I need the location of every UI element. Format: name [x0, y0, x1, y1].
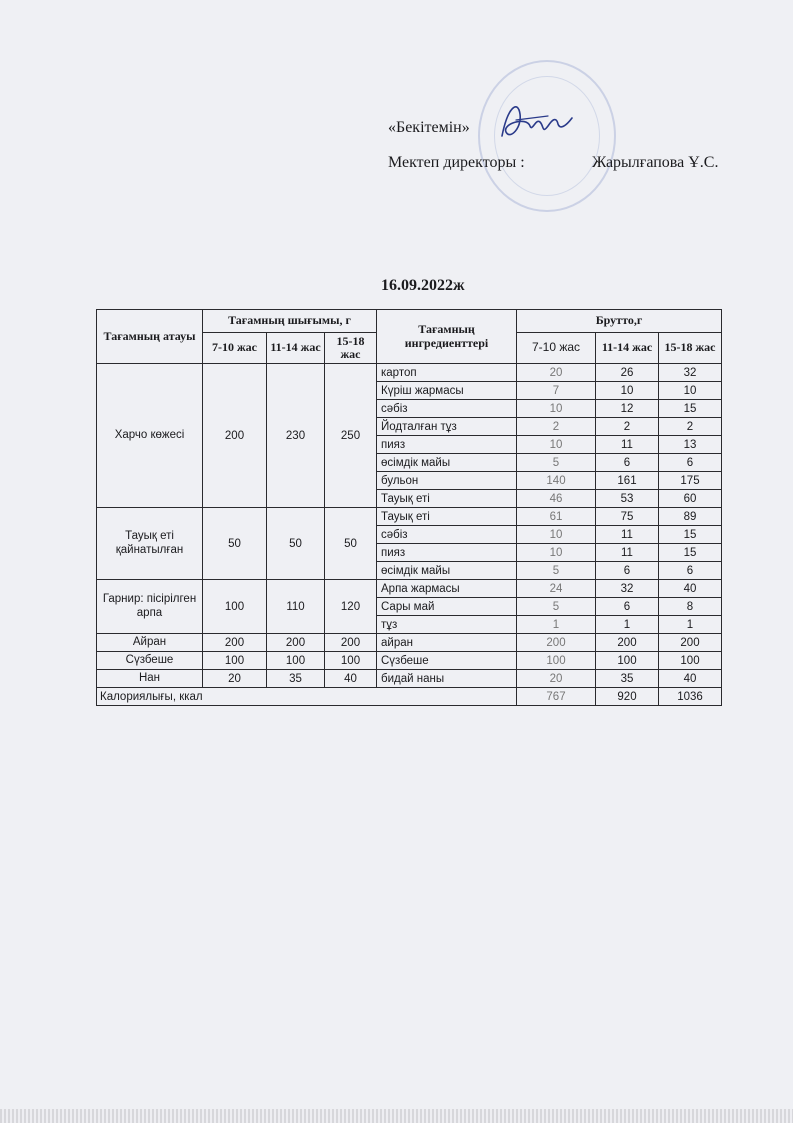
ingredient-name: өсімдік майы — [377, 562, 517, 580]
brutto-value: 10 — [517, 436, 596, 454]
brutto-value: 6 — [596, 454, 659, 472]
header-brutto-age: 7-10 жас — [517, 333, 596, 364]
director-position: Мектеп директоры : — [388, 154, 525, 172]
ingredient-name: Сары май — [377, 598, 517, 616]
brutto-value: 5 — [517, 562, 596, 580]
header-dish: Тағамның атауы — [97, 310, 203, 364]
brutto-value: 75 — [596, 508, 659, 526]
menu-table — [96, 309, 722, 706]
brutto-value: 15 — [659, 526, 722, 544]
menu-date: 16.09.2022ж — [381, 277, 465, 294]
ingredient-name: сәбіз — [377, 400, 517, 418]
brutto-value: 6 — [659, 562, 722, 580]
brutto-value: 200 — [596, 634, 659, 652]
dish-yield: 120 — [325, 580, 377, 634]
brutto-value: 35 — [596, 670, 659, 688]
dish-yield: 200 — [203, 364, 267, 508]
dish-yield: 100 — [267, 652, 325, 670]
ingredient-name: Арпа жармасы — [377, 580, 517, 598]
ingredient-name: Тауық еті — [377, 508, 517, 526]
brutto-value: 100 — [659, 652, 722, 670]
dish-yield: 110 — [267, 580, 325, 634]
dish-yield: 200 — [203, 634, 267, 652]
brutto-value: 2 — [517, 418, 596, 436]
dish-yield: 35 — [267, 670, 325, 688]
dish-yield: 250 — [325, 364, 377, 508]
page-edge — [0, 1109, 793, 1123]
brutto-value: 161 — [596, 472, 659, 490]
brutto-value: 5 — [517, 598, 596, 616]
brutto-value: 8 — [659, 598, 722, 616]
approval-block — [388, 118, 719, 172]
dish-yield: 200 — [267, 634, 325, 652]
brutto-value: 140 — [517, 472, 596, 490]
header-brutto-age: 11-14 жас — [596, 333, 659, 364]
brutto-value: 6 — [596, 562, 659, 580]
brutto-value: 20 — [517, 670, 596, 688]
brutto-value: 1 — [517, 616, 596, 634]
brutto-value: 10 — [659, 382, 722, 400]
dish-yield: 100 — [325, 652, 377, 670]
header-brutto-age: 15-18 жас — [659, 333, 722, 364]
table-row — [97, 580, 722, 598]
brutto-value: 12 — [596, 400, 659, 418]
brutto-value: 10 — [517, 400, 596, 418]
ingredient-name: өсімдік майы — [377, 454, 517, 472]
director-name: Жарылғапова Ұ.С. — [592, 154, 719, 172]
calories-value: 920 — [596, 688, 659, 706]
total-row — [97, 688, 722, 706]
dish-yield: 50 — [203, 508, 267, 580]
ingredient-name: Тауық еті — [377, 490, 517, 508]
brutto-value: 10 — [517, 544, 596, 562]
brutto-value: 46 — [517, 490, 596, 508]
dish-yield: 40 — [325, 670, 377, 688]
brutto-value: 60 — [659, 490, 722, 508]
brutto-value: 5 — [517, 454, 596, 472]
brutto-value: 175 — [659, 472, 722, 490]
brutto-value: 40 — [659, 580, 722, 598]
ingredient-name: картоп — [377, 364, 517, 382]
brutto-value: 10 — [596, 382, 659, 400]
header-yield-age: 15-18 жас — [325, 333, 377, 364]
brutto-value: 53 — [596, 490, 659, 508]
brutto-value: 32 — [596, 580, 659, 598]
brutto-value: 200 — [659, 634, 722, 652]
brutto-value: 32 — [659, 364, 722, 382]
dish-name: Сүзбеше — [97, 652, 203, 670]
dish-yield: 230 — [267, 364, 325, 508]
brutto-value: 89 — [659, 508, 722, 526]
header-yield-age: 7-10 жас — [203, 333, 267, 364]
table-row — [97, 364, 722, 382]
ingredient-name: пияз — [377, 544, 517, 562]
header-ingredients: Тағамның ингредиенттері — [377, 310, 517, 364]
table-row — [97, 634, 722, 652]
ingredient-name: бидай наны — [377, 670, 517, 688]
brutto-value: 1 — [659, 616, 722, 634]
table-row — [97, 508, 722, 526]
dish-name: Тауық еті қайнатылған — [97, 508, 203, 580]
calories-value: 767 — [517, 688, 596, 706]
brutto-value: 11 — [596, 544, 659, 562]
ingredient-name: Йодталған тұз — [377, 418, 517, 436]
dish-yield: 100 — [203, 652, 267, 670]
approve-label: «Бекітемін» — [388, 119, 470, 136]
table-row — [97, 652, 722, 670]
ingredient-name: айран — [377, 634, 517, 652]
brutto-value: 100 — [596, 652, 659, 670]
header-yield: Тағамның шығымы, г — [203, 310, 377, 333]
dish-name: Нан — [97, 670, 203, 688]
brutto-value: 7 — [517, 382, 596, 400]
brutto-value: 40 — [659, 670, 722, 688]
ingredient-name: Сүзбеше — [377, 652, 517, 670]
brutto-value: 61 — [517, 508, 596, 526]
dish-name: Гарнир: пісірілген арпа — [97, 580, 203, 634]
brutto-value: 1 — [596, 616, 659, 634]
brutto-value: 100 — [517, 652, 596, 670]
brutto-value: 6 — [596, 598, 659, 616]
ingredient-name: сәбіз — [377, 526, 517, 544]
ingredient-name: тұз — [377, 616, 517, 634]
brutto-value: 26 — [596, 364, 659, 382]
calories-label: Калориялығы, ккал — [97, 688, 517, 706]
dish-yield: 50 — [267, 508, 325, 580]
ingredient-name: пияз — [377, 436, 517, 454]
calories-value: 1036 — [659, 688, 722, 706]
brutto-value: 13 — [659, 436, 722, 454]
dish-name: Харчо көжесі — [97, 364, 203, 508]
brutto-value: 6 — [659, 454, 722, 472]
brutto-value: 200 — [517, 634, 596, 652]
dish-yield: 20 — [203, 670, 267, 688]
brutto-value: 15 — [659, 400, 722, 418]
brutto-value: 2 — [596, 418, 659, 436]
dish-yield: 100 — [203, 580, 267, 634]
ingredient-name: бульон — [377, 472, 517, 490]
brutto-value: 24 — [517, 580, 596, 598]
header-yield-age: 11-14 жас — [267, 333, 325, 364]
ingredient-name: Күріш жармасы — [377, 382, 517, 400]
table-row — [97, 670, 722, 688]
dish-yield: 200 — [325, 634, 377, 652]
dish-yield: 50 — [325, 508, 377, 580]
brutto-value: 11 — [596, 436, 659, 454]
brutto-value: 15 — [659, 544, 722, 562]
approval-position-line — [388, 153, 719, 172]
brutto-value: 20 — [517, 364, 596, 382]
brutto-value: 11 — [596, 526, 659, 544]
dish-name: Айран — [97, 634, 203, 652]
header-brutto: Брутто,г — [517, 310, 722, 333]
brutto-value: 2 — [659, 418, 722, 436]
brutto-value: 10 — [517, 526, 596, 544]
